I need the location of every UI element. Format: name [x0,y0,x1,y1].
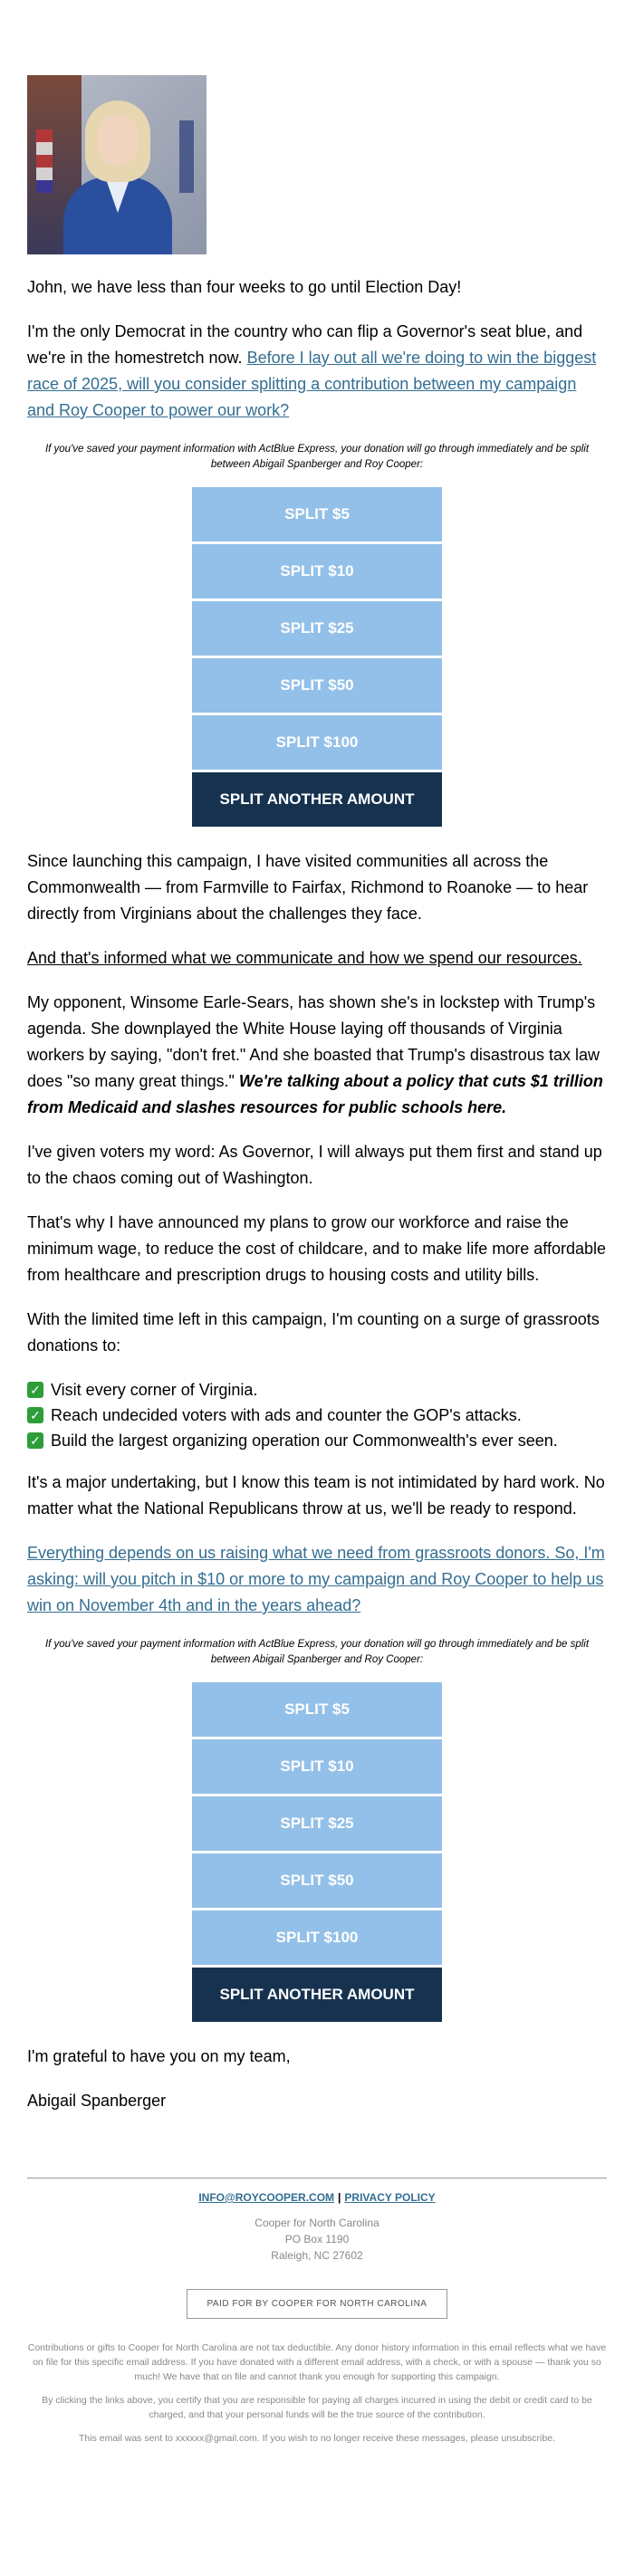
resources-paragraph: And that's informed what we communicate and how we spend our resources. [27,949,582,967]
email-link[interactable]: INFO@ROYCOOPER.COM [198,2191,335,2204]
certification-text: By clicking the links above, you certify that you are responsible for paying all charges incurred in using the debit or credit card to be charged, and that your personal funds will be the true source of the contribution. [42,2395,592,2420]
check-icon: ✓ [27,1432,43,1449]
donate-buttons-top [192,487,442,827]
footer [27,2179,607,2446]
intro-paragraph: I'm the only Democrat in the country who can flip a Governor's seat blue, and we're in the homestretch now. Before I lay out all we're doing to win the biggest race of 2025, will you consider splitting a contribution between my campaign and Roy Cooper to power our work? [27,322,597,419]
opponent-paragraph: My opponent, Winsome Earle-Sears, has shown she's in lockstep with Trump's agenda. She downplayed the White House laying off thousands of Virginia workers by saying, "don't fret." And she boasted that Trump's disastrous tax law does "so many great things." We're talking about a policy that cuts $1 trillion from Medicaid and slashes resources for public schools here. [27,993,603,1116]
donate-buttons-bottom [192,1682,442,2022]
split-50-button[interactable]: SPLIT $50 [192,658,442,713]
undertaking-paragraph: It's a major undertaking, but I know this team is not intimidated by hard work. No matter what the National Republicans throw at us, we'll be ready to respond. [27,1473,605,1518]
plans-paragraph: That's why I have announced my plans to grow our workforce and raise the minimum wage, to reduce the cost of childcare, and to make life more affordable from healthcare and prescription drugs to housing costs and utility bills. [27,1213,606,1284]
split-50-button[interactable]: SPLIT $50 [192,1853,442,1908]
split-10-button[interactable]: SPLIT $10 [192,544,442,599]
split-100-button[interactable]: SPLIT $100 [192,1910,442,1965]
medicaid-emphasis: We're talking about a policy that cuts $1 trillion from Medicaid and slashes resources for public schools here. [27,1072,603,1116]
split-5-button[interactable]: SPLIT $5 [192,1682,442,1737]
list-item: ✓ Reach undecided voters with ads and counter the GOP's attacks. [27,1403,607,1428]
split-10-button[interactable]: SPLIT $10 [192,1739,442,1794]
greeting: John, we have less than four weeks to go until Election Day! [27,278,462,296]
mailing-address: Cooper for North Carolina PO Box 1190 Raleigh, NC 27602 [255,2217,379,2262]
closing-line: I'm grateful to have you on my team, [27,2047,291,2065]
campaign-paragraph: Since launching this campaign, I have visited communities all across the Commonwealth — from Farmville to Fairfax, Richmond to Roanoke — to hear directly from Virginians about the challenges they face. [27,852,589,923]
footer-links: INFO@ROYCOOPER.COM | PRIVACY POLICY [198,2191,436,2204]
split-100-button[interactable]: SPLIT $100 [192,715,442,770]
disclaimer-text: Contributions or gifts to Cooper for North Carolina are not tax deductible. Any donor history information in this email reflects what we have on file for this specific email address. If you have donated with a different email address, with a check, or with a spouse — thank you so much! We have that on file and cannot thank you enough for supporting this campaign. [27,2342,607,2382]
check-icon: ✓ [27,1407,43,1423]
split-25-button[interactable]: SPLIT $25 [192,601,442,656]
grassroots-paragraph: With the limited time left in this campaign, I'm counting on a surge of grassroots donations to: [27,1310,600,1355]
split-other-button[interactable]: SPLIT ANOTHER AMOUNT [192,772,442,827]
actblue-note-2: If you've saved your payment information with ActBlue Express, your donation will go through immediately and be split between Abigail Spanberger and Roy Cooper: [44,1639,590,1665]
check-icon: ✓ [27,1382,43,1398]
list-item: ✓ Build the largest organizing operation our Commonwealth's ever seen. [27,1428,607,1453]
paid-for-box: PAID FOR BY COOPER FOR NORTH CAROLINA [187,2289,448,2319]
actblue-note: If you've saved your payment information with ActBlue Express, your donation will go through immediately and be split between Abigail Spanberger and Roy Cooper: [44,444,590,470]
split-25-button[interactable]: SPLIT $25 [192,1796,442,1851]
signature: Abigail Spanberger [27,2092,167,2110]
intro-donate-link[interactable]: Before I lay out all we're doing to win the biggest race of 2025, will you consider splitting a contribution between my campaign and Roy Cooper to power our work? [27,349,597,419]
candidate-photo [27,75,207,254]
split-5-button[interactable]: SPLIT $5 [192,487,442,541]
email-body [27,0,607,2473]
unsubscribe-text: This email was sent to xxxxxx@gmail.com. If you wish to no longer receive these messages, please unsubscribe. [79,2433,555,2444]
ask-donate-link[interactable]: Everything depends on us raising what we need from grassroots donors. So, I'm asking: will you pitch in $10 or more to my campaign and Roy Cooper to help us win on November 4th and in the years ahead? [27,1544,605,1614]
split-other-button[interactable]: SPLIT ANOTHER AMOUNT [192,1968,442,2022]
promise-paragraph: I've given voters my word: As Governor, I will always put them first and stand up to the chaos coming out of Washington. [27,1143,602,1187]
privacy-policy-link[interactable]: PRIVACY POLICY [344,2191,436,2204]
list-item: ✓ Visit every corner of Virginia. [27,1377,607,1403]
ask-paragraph [27,1540,607,1619]
goals-list [27,1377,607,1453]
